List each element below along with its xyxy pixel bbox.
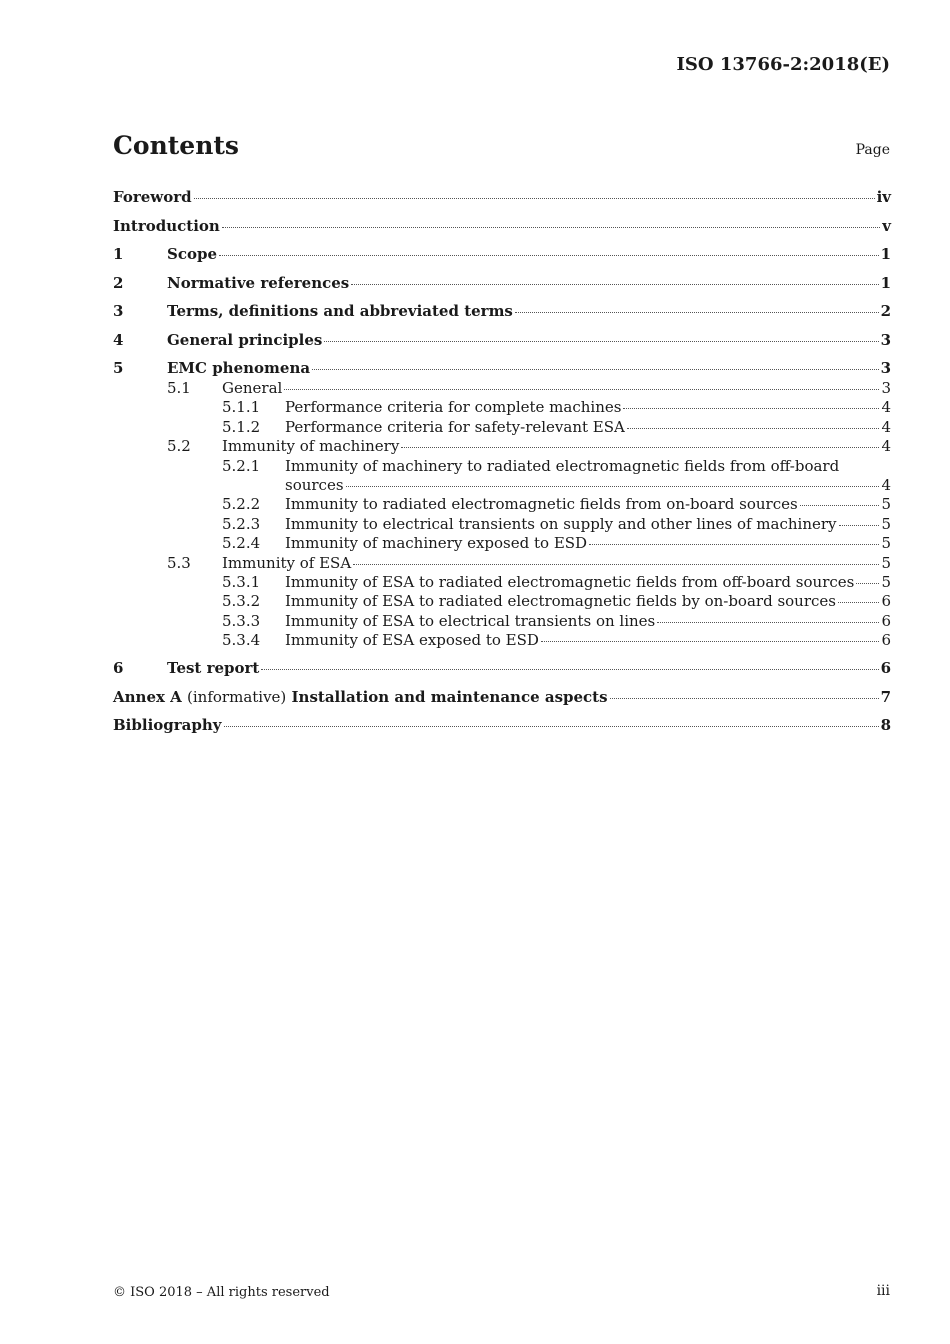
toc-entry-5-3-3[interactable] xyxy=(113,612,891,631)
toc-number: 5.2.2 xyxy=(222,495,261,514)
toc-entry-5-1-2[interactable] xyxy=(113,418,891,437)
toc-page: 7 xyxy=(880,687,891,706)
annex-prefix: Annex A xyxy=(113,687,182,706)
dot-leader xyxy=(219,255,879,256)
toc-page: 6 xyxy=(881,611,891,630)
toc-title: Immunity of ESA to radiated electromagnetic fields by on-board sources xyxy=(285,592,836,611)
page-number: iii xyxy=(876,1283,890,1299)
toc-page: 4 xyxy=(881,398,891,417)
toc-page: 6 xyxy=(880,659,891,678)
table-of-contents xyxy=(113,186,891,743)
dot-leader xyxy=(284,389,879,390)
dot-leader xyxy=(800,505,880,506)
toc-number: 5.3 xyxy=(167,553,191,572)
toc-page: 6 xyxy=(881,631,891,650)
dot-leader xyxy=(515,312,879,313)
toc-number: 3 xyxy=(113,302,124,320)
toc-number: 6 xyxy=(113,659,124,678)
toc-entry-foreword[interactable] xyxy=(113,186,891,215)
dot-leader xyxy=(657,622,879,623)
dot-leader xyxy=(261,669,878,670)
toc-page: 8 xyxy=(880,716,891,735)
toc-title: Immunity of ESA to electrical transients on lines xyxy=(285,611,656,630)
toc-number: 5.3.2 xyxy=(222,592,261,611)
toc-entry-5-3-4[interactable] xyxy=(113,631,891,657)
toc-entry-5-3-2[interactable] xyxy=(113,592,891,611)
toc-number: 5 xyxy=(113,359,124,377)
dot-leader xyxy=(610,698,879,699)
toc-title: Terms, definitions and abbreviated terms xyxy=(167,302,513,320)
toc-number: 1 xyxy=(113,245,124,263)
dot-leader xyxy=(222,227,880,228)
toc-entry-scope[interactable] xyxy=(113,243,891,272)
toc-number: 5.2.3 xyxy=(222,514,261,533)
toc-page: 5 xyxy=(881,572,891,591)
toc-page: 3 xyxy=(881,379,891,397)
toc-number: 5.2.1 xyxy=(222,456,261,475)
toc-entry-5-2-1[interactable] xyxy=(113,457,891,476)
dot-leader xyxy=(224,726,879,727)
toc-title: sources xyxy=(285,475,344,494)
toc-title: Performance criteria for safety-relevant ESA xyxy=(285,417,625,436)
toc-page: 6 xyxy=(881,592,891,611)
toc-entry-normative-references[interactable] xyxy=(113,272,891,301)
toc-page: 4 xyxy=(881,437,891,456)
toc-entry-bibliography[interactable] xyxy=(113,714,891,743)
toc-page: 3 xyxy=(880,330,891,349)
toc-number: 5.2.4 xyxy=(222,534,261,553)
toc-title: Normative references xyxy=(167,273,350,292)
toc-title: Scope xyxy=(167,245,218,263)
copyright-notice: © ISO 2018 – All rights reserved xyxy=(113,1285,330,1300)
toc-title: Test report xyxy=(167,659,260,678)
toc-page: 1 xyxy=(880,245,891,263)
toc-page: 1 xyxy=(880,273,891,292)
toc-entry-general-principles[interactable] xyxy=(113,329,891,358)
toc-page: 4 xyxy=(881,475,891,494)
dot-leader xyxy=(401,447,879,448)
toc-title: Immunity of machinery to radiated electromagnetic fields from off-board xyxy=(285,456,840,475)
toc-page: 2 xyxy=(880,302,891,320)
toc-title: Immunity of ESA to radiated electromagnetic fields from off-board sources xyxy=(285,572,855,591)
toc-title: Immunity of machinery exposed to ESD xyxy=(285,534,588,553)
toc-page: 4 xyxy=(881,417,891,436)
toc-title: General principles xyxy=(167,330,323,349)
toc-entry-terms-definitions[interactable] xyxy=(113,300,891,329)
toc-entry-introduction[interactable] xyxy=(113,215,891,244)
dot-leader xyxy=(839,525,880,526)
dot-leader xyxy=(353,564,879,565)
dot-leader xyxy=(194,198,875,199)
toc-entry-emc-phenomena[interactable] xyxy=(113,357,891,379)
toc-number: 5.3.3 xyxy=(222,611,261,630)
toc-page: v xyxy=(882,216,891,235)
toc-page: iv xyxy=(876,188,891,206)
contents-heading: Contents xyxy=(113,131,240,160)
toc-number: 2 xyxy=(113,273,124,292)
annex-qualifier: (informative) xyxy=(187,687,287,706)
toc-page: 5 xyxy=(881,514,891,533)
dot-leader xyxy=(838,602,879,603)
toc-entry-test-report[interactable] xyxy=(113,657,891,686)
toc-entry-5-1[interactable] xyxy=(113,379,891,398)
toc-entry-5-3[interactable] xyxy=(113,554,891,573)
toc-number: 5.1.2 xyxy=(222,417,261,436)
toc-entry-5-2-2[interactable] xyxy=(113,495,891,514)
dot-leader xyxy=(627,428,880,429)
toc-title: Immunity of ESA xyxy=(222,553,352,572)
dot-leader xyxy=(351,284,878,285)
dot-leader xyxy=(324,341,878,342)
toc-number: 5.1 xyxy=(167,379,191,397)
toc-page: 3 xyxy=(880,359,891,377)
document-id: ISO 13766-2:2018(E) xyxy=(676,54,890,75)
toc-number: 5.3.4 xyxy=(222,631,261,650)
dot-leader xyxy=(623,408,879,409)
toc-title: Immunity of machinery xyxy=(222,437,400,456)
toc-entry-annex-a[interactable] xyxy=(113,686,891,715)
toc-title: General xyxy=(222,379,283,397)
toc-title: Immunity to electrical transients on supply and other lines of machinery xyxy=(285,514,837,533)
toc-entry-5-1-1[interactable] xyxy=(113,398,891,417)
toc-entry-5-3-1[interactable] xyxy=(113,573,891,592)
dot-leader xyxy=(856,583,879,584)
toc-entry-5-2[interactable] xyxy=(113,437,891,456)
toc-page: 5 xyxy=(881,495,891,514)
toc-number: 5.1.1 xyxy=(222,398,261,417)
toc-page: 5 xyxy=(881,553,891,572)
toc-title: Immunity of ESA exposed to ESD xyxy=(285,631,539,650)
dot-leader xyxy=(312,369,878,370)
toc-title: Performance criteria for complete machines xyxy=(285,398,622,417)
toc-title: Introduction xyxy=(113,216,220,235)
toc-title xyxy=(113,686,608,708)
dot-leader xyxy=(346,486,880,487)
dot-leader xyxy=(541,641,880,642)
page-column-label: Page xyxy=(855,142,890,158)
toc-number: 5.2 xyxy=(167,437,191,456)
toc-title: Bibliography xyxy=(113,716,222,735)
toc-page: 5 xyxy=(881,534,891,553)
toc-entry-5-2-1-continued[interactable] xyxy=(113,476,891,495)
toc-title: EMC phenomena xyxy=(167,359,311,377)
toc-title: Immunity to radiated electromagnetic fields from on-board sources xyxy=(285,495,798,514)
toc-number: 4 xyxy=(113,330,124,349)
dot-leader xyxy=(589,544,879,545)
annex-title: Installation and maintenance aspects xyxy=(291,687,608,706)
toc-number: 5.3.1 xyxy=(222,572,261,591)
toc-title: Foreword xyxy=(113,188,192,206)
toc-entry-5-2-4[interactable] xyxy=(113,534,891,553)
toc-entry-5-2-3[interactable] xyxy=(113,515,891,534)
